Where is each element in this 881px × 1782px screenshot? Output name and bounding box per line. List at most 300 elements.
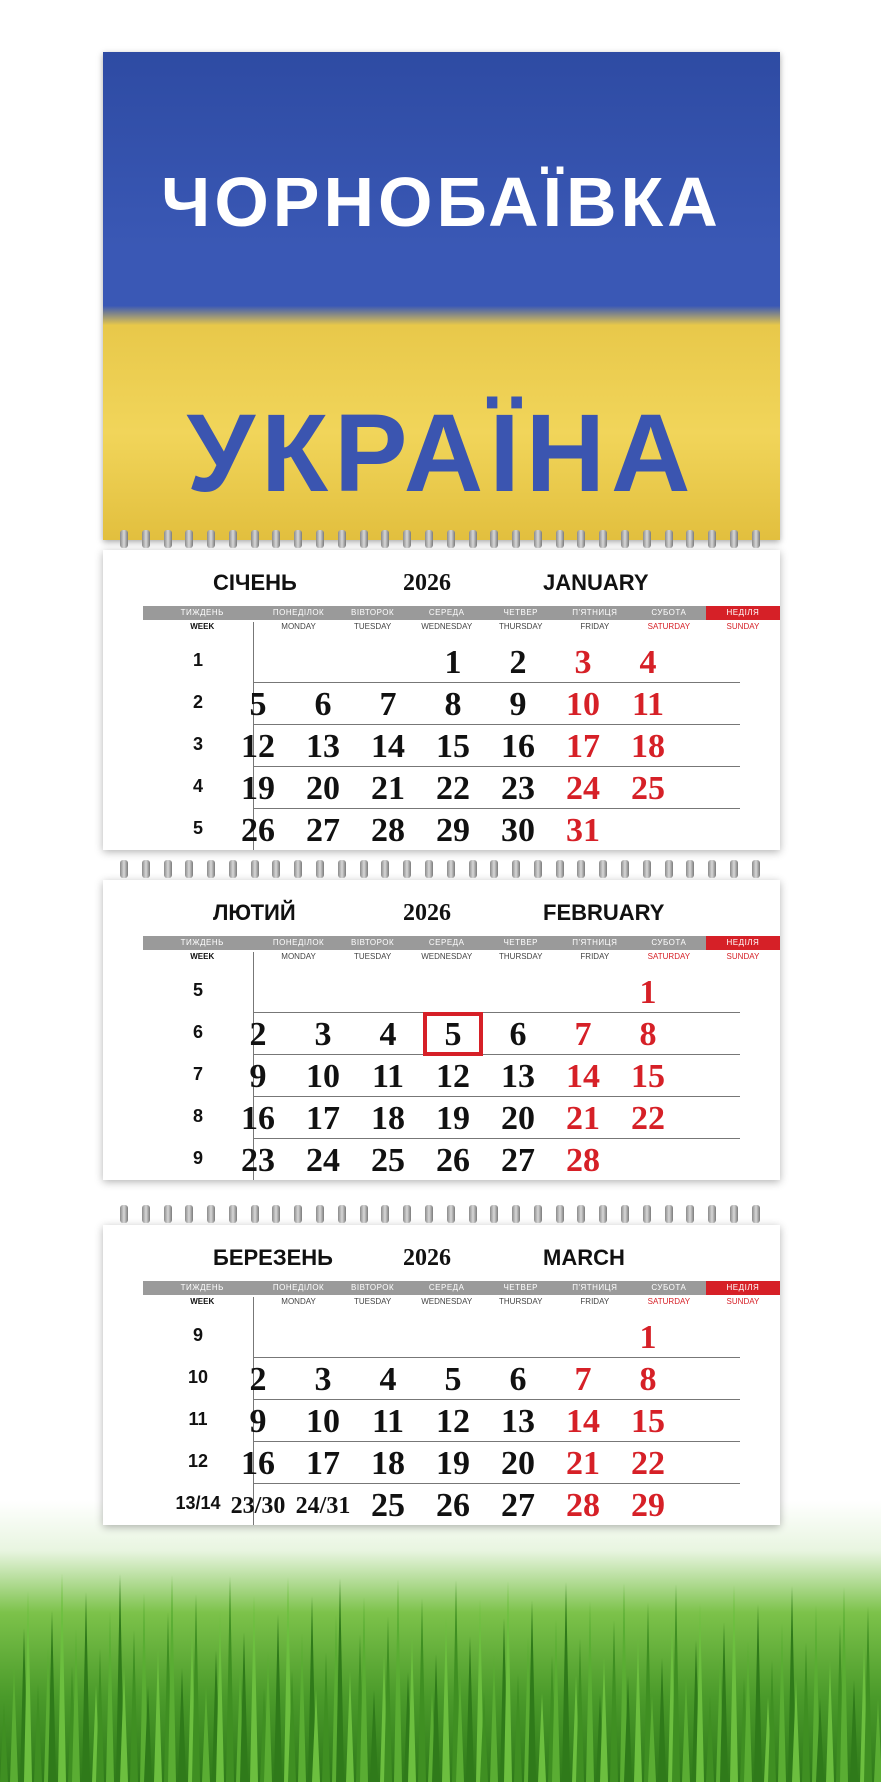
spiral-ring bbox=[469, 530, 477, 548]
spiral-ring bbox=[686, 530, 694, 548]
calendar-day[interactable]: 21 bbox=[566, 1100, 600, 1137]
grass-blade bbox=[120, 1667, 128, 1782]
spiral-ring bbox=[490, 530, 498, 548]
calendar-day[interactable]: 4 bbox=[379, 1016, 397, 1053]
month-name-en: FEBRUARY bbox=[543, 900, 665, 925]
grass-blade bbox=[58, 1573, 66, 1782]
grass-blade bbox=[480, 1692, 488, 1782]
week-number: 7 bbox=[192, 1064, 203, 1084]
calendar-day[interactable]: 24/31 bbox=[295, 1493, 351, 1519]
row-divider bbox=[253, 808, 740, 809]
weekday-en: SATURDAY bbox=[647, 622, 691, 631]
spiral-ring bbox=[251, 860, 259, 878]
spiral-ring bbox=[512, 1205, 520, 1223]
weekday-ua: НЕДІЛЯ bbox=[706, 606, 780, 620]
grass-blade bbox=[178, 1668, 186, 1782]
grass-blade bbox=[562, 1582, 570, 1782]
spiral-ring bbox=[316, 860, 324, 878]
calendar-day[interactable]: 16 bbox=[241, 1100, 275, 1137]
grass-blade bbox=[696, 1603, 704, 1782]
spiral-ring bbox=[316, 1205, 324, 1223]
grass-blade bbox=[792, 1679, 800, 1782]
calendar-header bbox=[103, 52, 780, 540]
spiral-ring bbox=[621, 860, 629, 878]
week-label-en: WEEK bbox=[190, 952, 215, 961]
weekday-en: THURSDAY bbox=[499, 952, 543, 961]
weekday-en: SATURDAY bbox=[647, 1297, 691, 1306]
grass-blade bbox=[730, 1585, 738, 1782]
spiral-ring bbox=[447, 1205, 455, 1223]
weekday-ua: ВІВТОРОК bbox=[351, 608, 395, 617]
spiral-ring bbox=[229, 860, 237, 878]
grass-blade bbox=[744, 1641, 752, 1782]
grass-background bbox=[0, 1500, 881, 1782]
grass-blade bbox=[394, 1579, 402, 1782]
month-name-ua: ЛЮТИЙ bbox=[213, 900, 296, 925]
month-year: 2026 bbox=[403, 900, 451, 926]
weekday-ua: СЕРЕДА bbox=[428, 608, 465, 617]
week-number: 6 bbox=[192, 1022, 203, 1042]
spiral-ring bbox=[403, 860, 411, 878]
spiral-ring bbox=[338, 530, 346, 548]
calendar-day[interactable]: 6 bbox=[509, 1361, 527, 1398]
calendar-day[interactable]: 7 bbox=[379, 686, 397, 723]
spiral-ring bbox=[752, 1205, 760, 1223]
calendar-day[interactable]: 4 bbox=[639, 644, 657, 681]
spiral-ring bbox=[686, 1205, 694, 1223]
calendar-day[interactable]: 26 bbox=[241, 812, 275, 849]
grass-blade bbox=[202, 1687, 210, 1782]
spiral-ring bbox=[381, 530, 389, 548]
grass-blade bbox=[840, 1587, 848, 1782]
spiral-ring bbox=[599, 1205, 607, 1223]
calendar-day[interactable]: 19 bbox=[436, 1100, 470, 1137]
calendar-day[interactable]: 2 bbox=[249, 1016, 267, 1053]
spiral-ring bbox=[447, 860, 455, 878]
weekday-ua: ЧЕТВЕР bbox=[503, 608, 539, 617]
calendar-day[interactable]: 6 bbox=[509, 1016, 527, 1053]
calendar-day[interactable]: 11 bbox=[371, 1403, 405, 1440]
spiral-ring bbox=[207, 530, 215, 548]
grass-blade bbox=[600, 1657, 608, 1782]
spiral-binding bbox=[120, 860, 760, 878]
calendar-day[interactable]: 25 bbox=[371, 1487, 405, 1524]
grass-blade bbox=[10, 1665, 18, 1782]
spiral-ring bbox=[185, 860, 193, 878]
calendar-day[interactable]: 1 bbox=[444, 644, 462, 681]
grass-blade bbox=[298, 1633, 306, 1782]
calendar-day[interactable]: 14 bbox=[371, 728, 405, 765]
calendar-day[interactable]: 26 bbox=[436, 1142, 470, 1179]
weekday-en: TUESDAY bbox=[354, 1297, 392, 1306]
weekday-en: SUNDAY bbox=[726, 622, 760, 631]
week-number: 10 bbox=[187, 1367, 209, 1387]
row-divider bbox=[253, 1096, 740, 1097]
calendar-day[interactable]: 16 bbox=[241, 1445, 275, 1482]
spiral-ring bbox=[207, 860, 215, 878]
calendar-day[interactable]: 21 bbox=[566, 1445, 600, 1482]
week-label-en: WEEK bbox=[190, 1297, 215, 1306]
grass-blade bbox=[864, 1606, 872, 1782]
calendar-day[interactable]: 21 bbox=[371, 770, 405, 807]
grass-blade bbox=[706, 1696, 714, 1782]
week-label-en: WEEK bbox=[190, 622, 215, 631]
grass-blade bbox=[336, 1578, 344, 1782]
calendar-day[interactable]: 5 bbox=[444, 1016, 462, 1053]
weekday-en: TUESDAY bbox=[354, 622, 392, 631]
grass-blade bbox=[538, 1693, 546, 1782]
calendar-day[interactable]: 8 bbox=[639, 1361, 657, 1398]
weekday-en: WEDNESDAY bbox=[421, 952, 473, 961]
calendar-day[interactable]: 10 bbox=[566, 686, 600, 723]
calendar-day[interactable]: 19 bbox=[241, 770, 275, 807]
week-number: 4 bbox=[192, 776, 203, 796]
calendar-day[interactable]: 15 bbox=[436, 728, 470, 765]
grass-blade bbox=[456, 1673, 464, 1782]
spiral-ring bbox=[425, 530, 433, 548]
calendar-day[interactable]: 5 bbox=[444, 1361, 462, 1398]
weekday-en: SUNDAY bbox=[726, 952, 760, 961]
calendar-day[interactable]: 28 bbox=[371, 812, 405, 849]
calendar-day[interactable]: 2 bbox=[249, 1361, 267, 1398]
weekday-ua: СУБОТА bbox=[651, 1283, 687, 1292]
spiral-ring bbox=[272, 530, 280, 548]
month-block bbox=[103, 880, 780, 1180]
spiral-ring bbox=[360, 530, 368, 548]
month-name-ua: БЕРЕЗЕНЬ bbox=[213, 1245, 333, 1270]
calendar-day[interactable]: 13 bbox=[306, 728, 340, 765]
spiral-ring bbox=[534, 530, 542, 548]
spiral-ring bbox=[229, 1205, 237, 1223]
weekday-en: FRIDAY bbox=[580, 952, 610, 961]
spiral-ring bbox=[708, 1205, 716, 1223]
spiral-ring bbox=[294, 530, 302, 548]
spiral-ring bbox=[599, 860, 607, 878]
grass-blade bbox=[874, 1699, 881, 1782]
spiral-ring bbox=[185, 530, 193, 548]
spiral-ring bbox=[425, 1205, 433, 1223]
calendar-day[interactable]: 22 bbox=[631, 1445, 665, 1482]
weekday-header-en bbox=[143, 622, 780, 636]
calendar-day[interactable]: 8 bbox=[639, 1016, 657, 1053]
calendar-day[interactable]: 4 bbox=[379, 1361, 397, 1398]
spiral-ring bbox=[577, 1205, 585, 1223]
spiral-ring bbox=[381, 860, 389, 878]
calendar-day[interactable]: 26 bbox=[436, 1487, 470, 1524]
spiral-ring bbox=[643, 530, 651, 548]
grass-blade bbox=[34, 1684, 42, 1782]
calendar-day[interactable]: 12 bbox=[241, 728, 275, 765]
calendar-day[interactable]: 31 bbox=[566, 812, 600, 849]
week-label-ua: ТИЖДЕНЬ bbox=[180, 938, 224, 947]
spiral-ring bbox=[207, 1205, 215, 1223]
calendar-day[interactable]: 9 bbox=[249, 1403, 267, 1440]
header-country: УКРАЇНА bbox=[186, 392, 697, 515]
calendar-day[interactable]: 15 bbox=[631, 1058, 665, 1095]
grass-blade bbox=[634, 1639, 642, 1782]
weekday-ua: СУБОТА bbox=[651, 608, 687, 617]
weekday-header-en bbox=[143, 952, 780, 966]
row-divider bbox=[253, 1138, 740, 1139]
spiral-ring bbox=[534, 1205, 542, 1223]
calendar-day[interactable]: 22 bbox=[631, 1100, 665, 1137]
grass-blade bbox=[682, 1677, 690, 1782]
calendar-day[interactable]: 16 bbox=[501, 728, 535, 765]
row-divider bbox=[253, 1399, 740, 1400]
calendar-day[interactable]: 5 bbox=[249, 686, 267, 723]
spiral-ring bbox=[142, 530, 150, 548]
grass-blade bbox=[274, 1614, 282, 1782]
spiral-ring bbox=[534, 860, 542, 878]
grass-blade bbox=[528, 1600, 536, 1782]
spiral-ring bbox=[621, 530, 629, 548]
calendar-day[interactable]: 1 bbox=[639, 1319, 657, 1356]
weekday-header-en bbox=[143, 1297, 780, 1311]
spiral-ring bbox=[643, 860, 651, 878]
spiral-ring bbox=[316, 530, 324, 548]
grass-blade bbox=[370, 1690, 378, 1782]
week-number: 1 bbox=[192, 650, 203, 670]
spiral-ring bbox=[142, 860, 150, 878]
spiral-binding bbox=[120, 1205, 760, 1223]
spiral-ring bbox=[403, 1205, 411, 1223]
grass-blade bbox=[106, 1611, 114, 1782]
spiral-ring bbox=[403, 530, 411, 548]
calendar-day[interactable]: 17 bbox=[306, 1445, 340, 1482]
month-heading bbox=[103, 880, 780, 936]
calendar-day[interactable]: 24 bbox=[306, 1142, 340, 1179]
weekday-ua: СЕРЕДА bbox=[428, 938, 465, 947]
grass-blade bbox=[610, 1620, 618, 1782]
calendar-day[interactable]: 2 bbox=[509, 644, 527, 681]
grass-blade bbox=[754, 1604, 762, 1782]
month-block bbox=[103, 550, 780, 850]
grass-blade bbox=[168, 1575, 176, 1782]
calendar-day[interactable]: 10 bbox=[306, 1403, 340, 1440]
spiral-ring bbox=[164, 530, 172, 548]
spiral-ring bbox=[251, 530, 259, 548]
weekday-ua: СУБОТА bbox=[651, 938, 687, 947]
calendar-day[interactable]: 18 bbox=[371, 1100, 405, 1137]
grass-blade bbox=[24, 1591, 32, 1782]
week-number: 8 bbox=[192, 1106, 203, 1126]
grass-blade bbox=[826, 1661, 834, 1782]
spiral-ring bbox=[120, 860, 128, 878]
weekday-en: MONDAY bbox=[281, 622, 316, 631]
calendar-day[interactable]: 23 bbox=[501, 770, 535, 807]
calendar-day[interactable]: 12 bbox=[436, 1403, 470, 1440]
spiral-ring bbox=[294, 860, 302, 878]
calendar-day[interactable]: 3 bbox=[314, 1016, 332, 1053]
weekday-en: MONDAY bbox=[281, 1297, 316, 1306]
weekday-ua: П'ЯТНИЦЯ bbox=[572, 608, 618, 617]
calendar-day[interactable]: 23 bbox=[241, 1142, 275, 1179]
calendar-day[interactable]: 11 bbox=[631, 686, 665, 723]
spiral-ring bbox=[142, 1205, 150, 1223]
month-block bbox=[103, 1225, 780, 1525]
calendar-day[interactable]: 17 bbox=[566, 728, 600, 765]
grass-blade bbox=[624, 1676, 632, 1782]
weekday-en: THURSDAY bbox=[499, 1297, 543, 1306]
calendar-day[interactable]: 24 bbox=[566, 770, 600, 807]
calendar-day[interactable]: 8 bbox=[444, 686, 462, 723]
grass-blade bbox=[322, 1652, 330, 1782]
weekday-en: WEDNESDAY bbox=[421, 1297, 473, 1306]
calendar-day[interactable]: 28 bbox=[566, 1142, 600, 1179]
week-number: 9 bbox=[192, 1325, 203, 1345]
row-divider bbox=[253, 766, 740, 767]
grass-blade bbox=[312, 1689, 320, 1782]
calendar-day[interactable]: 9 bbox=[509, 686, 527, 723]
calendar-day[interactable]: 12 bbox=[436, 1058, 470, 1095]
spiral-ring bbox=[490, 860, 498, 878]
calendar-day[interactable]: 3 bbox=[574, 644, 592, 681]
week-number: 5 bbox=[192, 818, 203, 838]
calendar-day[interactable]: 6 bbox=[314, 686, 332, 723]
weekday-ua: СЕРЕДА bbox=[428, 1283, 465, 1292]
weekday-en: FRIDAY bbox=[580, 622, 610, 631]
grass-blade bbox=[96, 1648, 104, 1782]
weekday-ua: ЧЕТВЕР bbox=[503, 1283, 539, 1292]
spiral-ring bbox=[556, 860, 564, 878]
month-heading bbox=[103, 1225, 780, 1281]
calendar-day[interactable]: 11 bbox=[371, 1058, 405, 1095]
grass-blade bbox=[360, 1597, 368, 1782]
spiral-ring bbox=[272, 860, 280, 878]
calendar-day[interactable]: 15 bbox=[631, 1403, 665, 1440]
weekday-header-ua bbox=[143, 1281, 780, 1295]
spiral-ring bbox=[120, 1205, 128, 1223]
spiral-ring bbox=[360, 1205, 368, 1223]
spiral-ring bbox=[730, 530, 738, 548]
spiral-ring bbox=[577, 530, 585, 548]
spiral-ring bbox=[665, 1205, 673, 1223]
week-label-ua: ТИЖДЕНЬ bbox=[180, 608, 224, 617]
weekday-header-ua bbox=[143, 606, 780, 620]
calendar-day[interactable]: 7 bbox=[574, 1016, 592, 1053]
month-name-ua: СІЧЕНЬ bbox=[213, 570, 297, 595]
grass-blade bbox=[802, 1642, 810, 1782]
calendar-day[interactable]: 20 bbox=[306, 770, 340, 807]
weekday-en: TUESDAY bbox=[354, 952, 392, 961]
calendar-day[interactable]: 27 bbox=[501, 1142, 535, 1179]
grass-blade bbox=[418, 1598, 426, 1782]
calendar-day[interactable]: 3 bbox=[314, 1361, 332, 1398]
calendar-day[interactable]: 29 bbox=[436, 812, 470, 849]
calendar-day[interactable]: 25 bbox=[631, 770, 665, 807]
header-title: ЧОРНОБАЇВКА bbox=[161, 163, 722, 241]
spiral-ring bbox=[185, 1205, 193, 1223]
grass-blade bbox=[226, 1576, 234, 1782]
calendar-day[interactable]: 27 bbox=[306, 812, 340, 849]
calendar-day[interactable]: 17 bbox=[306, 1100, 340, 1137]
row-divider bbox=[253, 724, 740, 725]
grass-blade bbox=[48, 1610, 56, 1782]
calendar-day[interactable]: 7 bbox=[574, 1361, 592, 1398]
calendar-day[interactable]: 22 bbox=[436, 770, 470, 807]
month-heading bbox=[103, 550, 780, 606]
calendar-day[interactable]: 29 bbox=[631, 1487, 665, 1524]
month-year: 2026 bbox=[403, 1245, 451, 1271]
weekday-ua: ЧЕТВЕР bbox=[503, 938, 539, 947]
calendar-day[interactable]: 20 bbox=[501, 1445, 535, 1482]
week-number: 2 bbox=[192, 692, 203, 712]
grass-blade bbox=[672, 1584, 680, 1782]
weekday-en: MONDAY bbox=[281, 952, 316, 961]
highlighted-date-frame bbox=[423, 1012, 483, 1056]
calendar-day[interactable]: 28 bbox=[566, 1487, 600, 1524]
calendar-day[interactable]: 30 bbox=[501, 812, 535, 849]
grass-blade bbox=[514, 1674, 522, 1782]
month-name-en: JANUARY bbox=[543, 570, 649, 595]
spiral-ring bbox=[708, 860, 716, 878]
spiral-ring bbox=[251, 1205, 259, 1223]
calendar-day[interactable]: 19 bbox=[436, 1445, 470, 1482]
calendar-day[interactable]: 27 bbox=[501, 1487, 535, 1524]
grass-blade bbox=[658, 1658, 666, 1782]
spiral-ring bbox=[556, 530, 564, 548]
week-number: 12 bbox=[187, 1451, 209, 1471]
weekday-ua: ВІВТОРОК bbox=[351, 938, 395, 947]
weekday-en: THURSDAY bbox=[499, 622, 543, 631]
calendar-day[interactable]: 23/30 bbox=[230, 1493, 286, 1519]
calendar-day[interactable]: 10 bbox=[306, 1058, 340, 1095]
calendar-day[interactable]: 9 bbox=[249, 1058, 267, 1095]
grass-blade bbox=[720, 1622, 728, 1782]
calendar-day[interactable]: 1 bbox=[639, 974, 657, 1011]
spiral-ring bbox=[730, 1205, 738, 1223]
calendar-day[interactable]: 13 bbox=[501, 1058, 535, 1095]
spiral-ring bbox=[229, 530, 237, 548]
calendar-day[interactable]: 20 bbox=[501, 1100, 535, 1137]
calendar-day[interactable]: 18 bbox=[371, 1445, 405, 1482]
weekday-ua: ПОНЕДІЛОК bbox=[272, 608, 325, 617]
weekday-header-ua bbox=[143, 936, 780, 950]
spiral-ring bbox=[577, 860, 585, 878]
spiral-ring bbox=[120, 530, 128, 548]
spiral-ring bbox=[338, 1205, 346, 1223]
grass-blade bbox=[432, 1654, 440, 1782]
calendar-day[interactable]: 14 bbox=[566, 1058, 600, 1095]
week-number: 13/14 bbox=[175, 1493, 221, 1513]
weekday-en: SUNDAY bbox=[726, 1297, 760, 1306]
calendar-day[interactable]: 13 bbox=[501, 1403, 535, 1440]
week-number: 9 bbox=[192, 1148, 203, 1168]
weekday-ua: П'ЯТНИЦЯ bbox=[572, 938, 618, 947]
spiral-ring bbox=[621, 1205, 629, 1223]
week-number: 3 bbox=[192, 734, 203, 754]
calendar-day[interactable]: 25 bbox=[371, 1142, 405, 1179]
month-name-en: MARCH bbox=[543, 1245, 625, 1270]
spiral-ring bbox=[164, 860, 172, 878]
calendar-day[interactable]: 18 bbox=[631, 728, 665, 765]
grass-blade bbox=[192, 1594, 200, 1782]
spiral-ring bbox=[338, 860, 346, 878]
spiral-ring bbox=[469, 1205, 477, 1223]
grass-blade bbox=[586, 1601, 594, 1782]
spiral-ring bbox=[512, 530, 520, 548]
grass-blade bbox=[346, 1671, 354, 1782]
grass-blade bbox=[264, 1651, 272, 1782]
spiral-ring bbox=[643, 1205, 651, 1223]
grass-blade bbox=[216, 1613, 224, 1782]
spiral-ring bbox=[512, 860, 520, 878]
spiral-ring bbox=[665, 860, 673, 878]
weekday-en: FRIDAY bbox=[580, 1297, 610, 1306]
spiral-ring bbox=[164, 1205, 172, 1223]
spiral-ring bbox=[556, 1205, 564, 1223]
calendar-day[interactable]: 14 bbox=[566, 1403, 600, 1440]
